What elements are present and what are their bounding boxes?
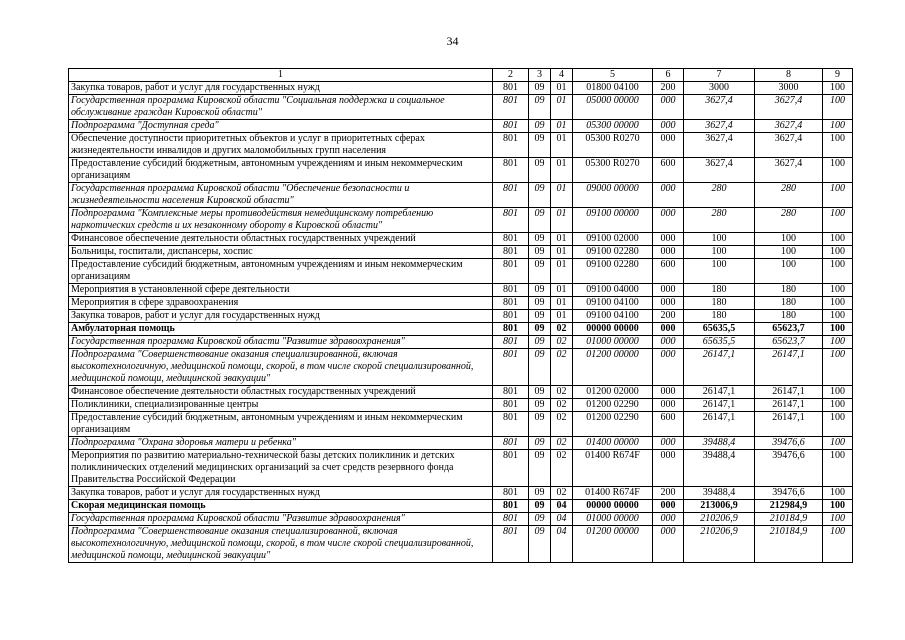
row-target-code: 01400 00000: [573, 437, 653, 450]
row-section: 09: [529, 208, 551, 233]
row-section: 09: [529, 526, 551, 563]
table-row: [69, 412, 853, 437]
row-target-code: 01200 00000: [573, 349, 653, 386]
row-subsection: 02: [551, 336, 573, 349]
row-gov-code: 801: [493, 95, 529, 120]
table-row: [69, 95, 853, 120]
row-name: Государственная программа Кировской области "Развитие здравоохранения": [69, 336, 493, 349]
row-plan: 65635,5: [684, 336, 755, 349]
row-name: Государственная программа Кировской области "Социальная поддержка и социальное обслуживание граждан Кировской области": [69, 95, 493, 120]
row-section: 09: [529, 246, 551, 259]
row-plan: 26147,1: [684, 349, 755, 386]
row-subsection: 04: [551, 526, 573, 563]
row-percent: 100: [823, 259, 853, 284]
row-name: Подпрограмма "Совершенствование оказания специализированной, включая высокотехнологичную, медицинской помощи, скорой, в том числе скорой специализированной, медицинской помощи, медицинской эвакуации": [69, 349, 493, 386]
table-row: [69, 183, 853, 208]
row-plan: 210206,9: [684, 513, 755, 526]
row-gov-code: 801: [493, 412, 529, 437]
row-subsection: 02: [551, 349, 573, 386]
row-gov-code: 801: [493, 487, 529, 500]
row-expense-type: 000: [653, 513, 684, 526]
row-section: 09: [529, 450, 551, 487]
row-percent: 100: [823, 158, 853, 183]
row-section: 09: [529, 336, 551, 349]
row-section: 09: [529, 437, 551, 450]
column-numbers-row: [69, 69, 853, 82]
row-plan: 26147,1: [684, 399, 755, 412]
row-actual: 26147,1: [755, 412, 823, 437]
row-actual: 26147,1: [755, 386, 823, 399]
row-expense-type: 000: [653, 386, 684, 399]
row-subsection: 01: [551, 297, 573, 310]
row-actual: 280: [755, 208, 823, 233]
row-name: Государственная программа Кировской области "Развитие здравоохранения": [69, 513, 493, 526]
row-gov-code: 801: [493, 120, 529, 133]
row-subsection: 02: [551, 399, 573, 412]
row-actual: 210184,9: [755, 513, 823, 526]
row-section: 09: [529, 513, 551, 526]
row-plan: 213006,9: [684, 500, 755, 513]
row-actual: 100: [755, 233, 823, 246]
row-expense-type: 000: [653, 246, 684, 259]
row-actual: 65623,7: [755, 336, 823, 349]
row-name: Закупка товаров, работ и услуг для государственных нужд: [69, 487, 493, 500]
row-actual: 100: [755, 259, 823, 284]
row-gov-code: 801: [493, 183, 529, 208]
row-actual: 39476,6: [755, 487, 823, 500]
row-percent: 100: [823, 399, 853, 412]
row-expense-type: 000: [653, 437, 684, 450]
col-header-7: 7: [684, 69, 755, 82]
col-header-1: 1: [69, 69, 493, 82]
row-gov-code: 801: [493, 133, 529, 158]
row-subsection: 01: [551, 284, 573, 297]
row-actual: 39476,6: [755, 437, 823, 450]
row-name: Предоставление субсидий бюджетным, автономным учреждениям и иным некоммерческим организациям: [69, 158, 493, 183]
budget-table: [68, 68, 853, 563]
row-subsection: 01: [551, 183, 573, 208]
row-actual: 212984,9: [755, 500, 823, 513]
row-target-code: 01800 04100: [573, 82, 653, 95]
row-gov-code: 801: [493, 310, 529, 323]
row-plan: 39488,4: [684, 437, 755, 450]
row-target-code: 05000 00000: [573, 95, 653, 120]
row-plan: 180: [684, 284, 755, 297]
row-subsection: 01: [551, 133, 573, 158]
col-header-5: 5: [573, 69, 653, 82]
col-header-9: 9: [823, 69, 853, 82]
row-plan: 3627,4: [684, 120, 755, 133]
row-gov-code: 801: [493, 208, 529, 233]
row-actual: 180: [755, 310, 823, 323]
row-name: Обеспечение доступности приоритетных объектов и услуг в приоритетных сферах жизнедеятельности инвалидов и других маломобильных групп населения: [69, 133, 493, 158]
row-plan: 180: [684, 310, 755, 323]
row-actual: 26147,1: [755, 349, 823, 386]
row-gov-code: 801: [493, 336, 529, 349]
row-expense-type: 200: [653, 82, 684, 95]
row-expense-type: 000: [653, 297, 684, 310]
row-percent: 100: [823, 386, 853, 399]
row-percent: 100: [823, 487, 853, 500]
table-row: [69, 500, 853, 513]
row-actual: 210184,9: [755, 526, 823, 563]
row-gov-code: 801: [493, 399, 529, 412]
row-gov-code: 801: [493, 513, 529, 526]
row-name: Закупка товаров, работ и услуг для государственных нужд: [69, 310, 493, 323]
row-target-code: 00000 00000: [573, 323, 653, 336]
row-plan: 3000: [684, 82, 755, 95]
row-target-code: 00000 00000: [573, 500, 653, 513]
table-row: [69, 349, 853, 386]
row-actual: 180: [755, 297, 823, 310]
row-plan: 3627,4: [684, 133, 755, 158]
row-actual: 3627,4: [755, 133, 823, 158]
row-gov-code: 801: [493, 82, 529, 95]
row-actual: 3627,4: [755, 158, 823, 183]
row-target-code: 05300 R0270: [573, 133, 653, 158]
row-name: Больницы, госпитали, диспансеры, хоспис: [69, 246, 493, 259]
row-target-code: 01200 02290: [573, 412, 653, 437]
row-subsection: 01: [551, 259, 573, 284]
row-target-code: 09100 04100: [573, 310, 653, 323]
row-gov-code: 801: [493, 297, 529, 310]
row-percent: 100: [823, 310, 853, 323]
row-subsection: 01: [551, 158, 573, 183]
col-header-8: 8: [755, 69, 823, 82]
row-percent: 100: [823, 95, 853, 120]
row-percent: 100: [823, 208, 853, 233]
table-row: [69, 259, 853, 284]
table-row: [69, 233, 853, 246]
table-row: [69, 246, 853, 259]
row-expense-type: 000: [653, 349, 684, 386]
row-name: Государственная программа Кировской области "Обеспечение безопасности и жизнедеятельности населения Кировской области": [69, 183, 493, 208]
row-name: Поликлиники, специализированные центры: [69, 399, 493, 412]
row-percent: 100: [823, 526, 853, 563]
row-percent: 100: [823, 133, 853, 158]
row-plan: 26147,1: [684, 386, 755, 399]
row-plan: 100: [684, 259, 755, 284]
row-actual: 65623,7: [755, 323, 823, 336]
row-subsection: 01: [551, 120, 573, 133]
row-expense-type: 000: [653, 399, 684, 412]
row-target-code: 09100 02280: [573, 259, 653, 284]
table-row: [69, 323, 853, 336]
row-target-code: 01000 00000: [573, 513, 653, 526]
row-gov-code: 801: [493, 246, 529, 259]
row-expense-type: 000: [653, 450, 684, 487]
row-name: Подпрограмма "Комплексные меры противодействия немедицинскому потреблению наркотических средств и их незаконному обороту в Кировской области": [69, 208, 493, 233]
row-percent: 100: [823, 284, 853, 297]
row-plan: 65635,5: [684, 323, 755, 336]
table-row: [69, 526, 853, 563]
table-row: [69, 208, 853, 233]
row-gov-code: 801: [493, 284, 529, 297]
row-plan: 39488,4: [684, 487, 755, 500]
col-header-2: 2: [493, 69, 529, 82]
row-subsection: 02: [551, 450, 573, 487]
row-percent: 100: [823, 297, 853, 310]
row-percent: 100: [823, 246, 853, 259]
row-target-code: 01200 00000: [573, 526, 653, 563]
row-percent: 100: [823, 233, 853, 246]
row-name: Мероприятия в установленной сфере деятельности: [69, 284, 493, 297]
row-actual: 100: [755, 246, 823, 259]
row-section: 09: [529, 297, 551, 310]
row-subsection: 02: [551, 386, 573, 399]
row-name: Предоставление субсидий бюджетным, автономным учреждениям и иным некоммерческим организациям: [69, 259, 493, 284]
row-target-code: 09100 04100: [573, 297, 653, 310]
row-actual: 39476,6: [755, 450, 823, 487]
row-gov-code: 801: [493, 450, 529, 487]
row-percent: 100: [823, 120, 853, 133]
row-percent: 100: [823, 336, 853, 349]
col-header-3: 3: [529, 69, 551, 82]
table-row: [69, 120, 853, 133]
row-expense-type: 000: [653, 500, 684, 513]
table-row: [69, 437, 853, 450]
row-plan: 26147,1: [684, 412, 755, 437]
row-percent: 100: [823, 183, 853, 208]
row-gov-code: 801: [493, 349, 529, 386]
row-percent: 100: [823, 82, 853, 95]
row-section: 09: [529, 95, 551, 120]
row-target-code: 05300 R0270: [573, 158, 653, 183]
row-name: Предоставление субсидий бюджетным, автономным учреждениям и иным некоммерческим организациям: [69, 412, 493, 437]
row-section: 09: [529, 412, 551, 437]
row-target-code: 09100 02000: [573, 233, 653, 246]
row-section: 09: [529, 158, 551, 183]
row-section: 09: [529, 323, 551, 336]
row-name: Закупка товаров, работ и услуг для государственных нужд: [69, 82, 493, 95]
row-expense-type: 000: [653, 95, 684, 120]
row-gov-code: 801: [493, 323, 529, 336]
row-subsection: 02: [551, 323, 573, 336]
row-plan: 210206,9: [684, 526, 755, 563]
table-row: [69, 487, 853, 500]
table-row: [69, 386, 853, 399]
col-header-6: 6: [653, 69, 684, 82]
row-expense-type: 000: [653, 120, 684, 133]
row-name: Мероприятия в сфере здравоохранения: [69, 297, 493, 310]
table-row: [69, 310, 853, 323]
row-actual: 3627,4: [755, 120, 823, 133]
table-row: [69, 133, 853, 158]
row-target-code: 01200 02000: [573, 386, 653, 399]
row-name: Мероприятия по развитию материально-технической базы детских поликлиник и детских поликлинических отделений медицинских организаций за счет средств резервного фонда Правительства Российской Федерации: [69, 450, 493, 487]
row-plan: 3627,4: [684, 158, 755, 183]
row-expense-type: 000: [653, 183, 684, 208]
row-target-code: 01000 00000: [573, 336, 653, 349]
row-section: 09: [529, 82, 551, 95]
row-section: 09: [529, 120, 551, 133]
row-section: 09: [529, 233, 551, 246]
table-row: [69, 513, 853, 526]
page-number: 34: [446, 34, 459, 48]
row-plan: 100: [684, 233, 755, 246]
row-gov-code: 801: [493, 259, 529, 284]
row-actual: 3627,4: [755, 95, 823, 120]
row-percent: 100: [823, 437, 853, 450]
row-target-code: 01200 02290: [573, 399, 653, 412]
table-row: [69, 399, 853, 412]
row-name: Подпрограмма "Охрана здоровья матери и ребенка": [69, 437, 493, 450]
row-subsection: 02: [551, 437, 573, 450]
table-row: [69, 82, 853, 95]
row-gov-code: 801: [493, 158, 529, 183]
row-subsection: 04: [551, 500, 573, 513]
row-section: 09: [529, 500, 551, 513]
row-plan: 39488,4: [684, 450, 755, 487]
row-target-code: 01400 R674F: [573, 450, 653, 487]
row-subsection: 04: [551, 513, 573, 526]
row-section: 09: [529, 399, 551, 412]
row-name: Финансовое обеспечение деятельности областных государственных учреждений: [69, 386, 493, 399]
col-header-4: 4: [551, 69, 573, 82]
row-section: 09: [529, 487, 551, 500]
row-percent: 100: [823, 450, 853, 487]
row-percent: 100: [823, 349, 853, 386]
row-expense-type: 000: [653, 233, 684, 246]
row-expense-type: 000: [653, 526, 684, 563]
row-target-code: 05300 00000: [573, 120, 653, 133]
table-row: [69, 297, 853, 310]
row-percent: 100: [823, 513, 853, 526]
table-row: [69, 158, 853, 183]
row-target-code: 09100 04000: [573, 284, 653, 297]
row-subsection: 01: [551, 246, 573, 259]
row-gov-code: 801: [493, 526, 529, 563]
row-expense-type: 000: [653, 336, 684, 349]
row-target-code: 01400 R674F: [573, 487, 653, 500]
row-gov-code: 801: [493, 437, 529, 450]
row-actual: 3000: [755, 82, 823, 95]
row-expense-type: 000: [653, 284, 684, 297]
row-subsection: 01: [551, 95, 573, 120]
row-name: Подпрограмма "Совершенствование оказания специализированной, включая высокотехнологичную, медицинской помощи, скорой, в том числе скорой специализированной, медицинской помощи, медицинской эвакуации": [69, 526, 493, 563]
row-name: Подпрограмма "Доступная среда": [69, 120, 493, 133]
row-subsection: 02: [551, 487, 573, 500]
row-expense-type: 000: [653, 133, 684, 158]
row-actual: 26147,1: [755, 399, 823, 412]
table-row: [69, 284, 853, 297]
row-subsection: 01: [551, 82, 573, 95]
row-section: 09: [529, 284, 551, 297]
row-name: Скорая медицинская помощь: [69, 500, 493, 513]
row-plan: 180: [684, 297, 755, 310]
row-section: 09: [529, 310, 551, 323]
row-plan: 100: [684, 246, 755, 259]
row-section: 09: [529, 349, 551, 386]
row-section: 09: [529, 183, 551, 208]
row-expense-type: 200: [653, 487, 684, 500]
row-gov-code: 801: [493, 233, 529, 246]
row-percent: 100: [823, 500, 853, 513]
row-expense-type: 600: [653, 158, 684, 183]
row-plan: 3627,4: [684, 95, 755, 120]
row-subsection: 01: [551, 208, 573, 233]
row-expense-type: 000: [653, 323, 684, 336]
row-gov-code: 801: [493, 386, 529, 399]
row-expense-type: 200: [653, 310, 684, 323]
row-section: 09: [529, 133, 551, 158]
row-name: Амбулаторная помощь: [69, 323, 493, 336]
row-expense-type: 000: [653, 208, 684, 233]
row-subsection: 02: [551, 412, 573, 437]
row-expense-type: 600: [653, 259, 684, 284]
row-target-code: 09000 00000: [573, 183, 653, 208]
table-row: [69, 450, 853, 487]
row-target-code: 09100 00000: [573, 208, 653, 233]
row-section: 09: [529, 259, 551, 284]
row-percent: 100: [823, 323, 853, 336]
row-target-code: 09100 02280: [573, 246, 653, 259]
row-subsection: 01: [551, 310, 573, 323]
row-plan: 280: [684, 183, 755, 208]
table-row: [69, 336, 853, 349]
row-percent: 100: [823, 412, 853, 437]
row-actual: 280: [755, 183, 823, 208]
row-expense-type: 600: [653, 412, 684, 437]
row-subsection: 01: [551, 233, 573, 246]
row-section: 09: [529, 386, 551, 399]
row-plan: 280: [684, 208, 755, 233]
row-actual: 180: [755, 284, 823, 297]
row-name: Финансовое обеспечение деятельности областных государственных учреждений: [69, 233, 493, 246]
row-gov-code: 801: [493, 500, 529, 513]
